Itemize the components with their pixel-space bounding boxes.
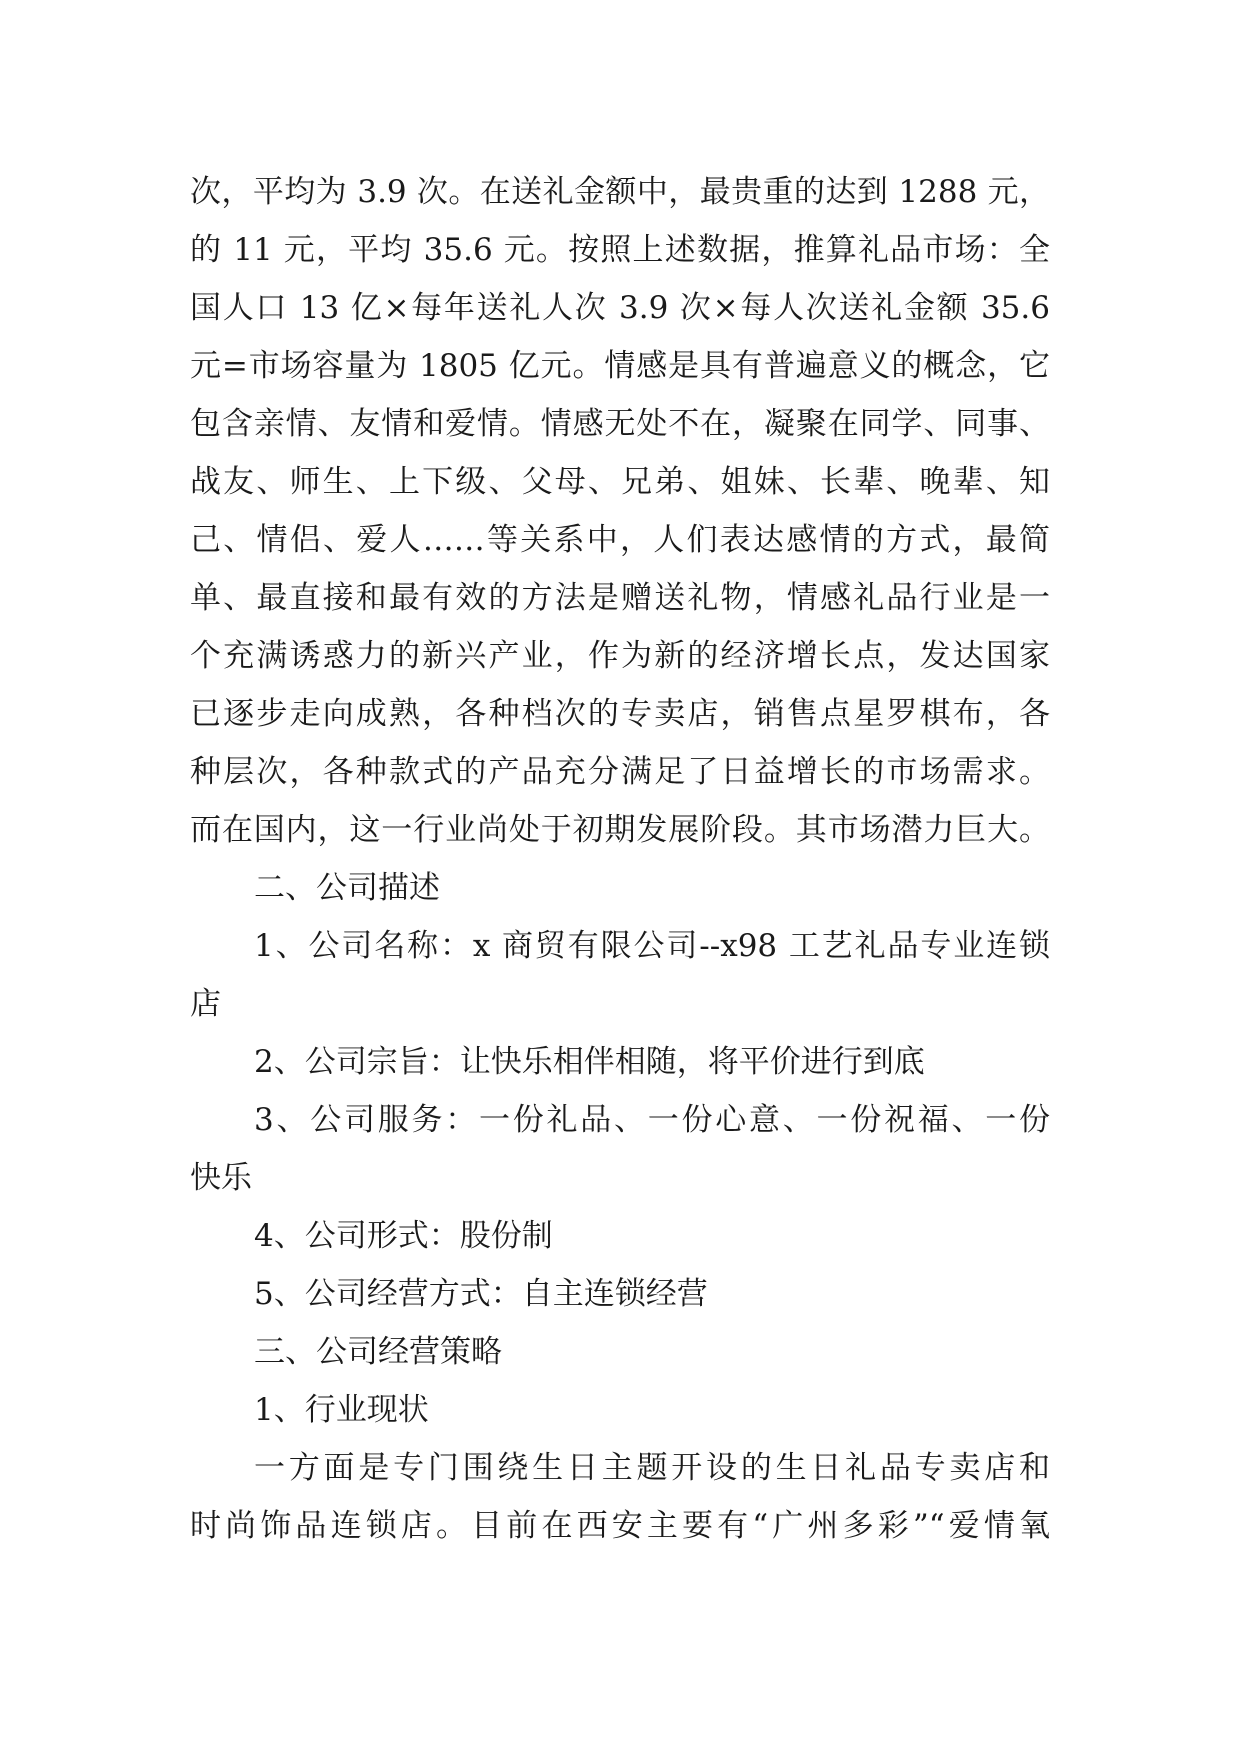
body-text-line: 而在国内，这一行业尚处于初期发展阶段。其市场潜力巨大。 [190, 812, 1050, 848]
body-text-line: 的 11 元，平均 35.6 元。按照上述数据，推算礼品市场：全 [190, 232, 1050, 268]
body-text-line: 已逐步走向成熟，各种档次的专卖店，销售点星罗棋布，各 [190, 696, 1050, 732]
list-item: 3、公司服务：一份礼品、一份心意、一份祝福、一份 [254, 1102, 1050, 1138]
list-item: 1、公司名称：x 商贸有限公司--x98 工艺礼品专业连锁 [254, 928, 1050, 964]
section-heading: 二、公司描述 [254, 870, 440, 906]
body-text-line: 战友、师生、上下级、父母、兄弟、姐妹、长辈、晚辈、知 [190, 464, 1050, 500]
list-item: 4、公司形式：股份制 [254, 1218, 553, 1254]
body-text-line: 国人口 13 亿×每年送礼人次 3.9 次×每人次送礼金额 35.6 [190, 290, 1050, 326]
body-text-line: 次，平均为 3.9 次。在送礼金额中，最贵重的达到 1288 元， [190, 174, 1050, 210]
body-text-line: 一方面是专门围绕生日主题开设的生日礼品专卖店和 [254, 1450, 1050, 1486]
body-text-line: 己、情侣、爱人……等关系中，人们表达感情的方式，最简 [190, 522, 1050, 558]
subsection-heading: 1、行业现状 [254, 1392, 429, 1428]
section-heading: 三、公司经营策略 [254, 1334, 502, 1370]
document-body [190, 163, 1050, 1555]
list-item-continuation: 快乐 [190, 1160, 252, 1196]
body-text-line: 单、最直接和最有效的方法是赠送礼物，情感礼品行业是一 [190, 580, 1050, 616]
list-item: 2、公司宗旨：让快乐相伴相随，将平价进行到底 [254, 1044, 925, 1080]
body-text-line: 个充满诱惑力的新兴产业，作为新的经济增长点，发达国家 [190, 638, 1050, 674]
body-text-line: 时尚饰品连锁店。目前在西安主要有“广州多彩”“爱情氧 [190, 1508, 1050, 1544]
list-item-continuation: 店 [190, 986, 221, 1022]
body-text-line: 元=市场容量为 1805 亿元。情感是具有普遍意义的概念，它 [190, 348, 1050, 384]
body-text-line: 种层次，各种款式的产品充分满足了日益增长的市场需求。 [190, 754, 1050, 790]
body-text-line: 包含亲情、友情和爱情。情感无处不在，凝聚在同学、同事、 [190, 406, 1050, 442]
list-item: 5、公司经营方式：自主连锁经营 [254, 1276, 708, 1312]
